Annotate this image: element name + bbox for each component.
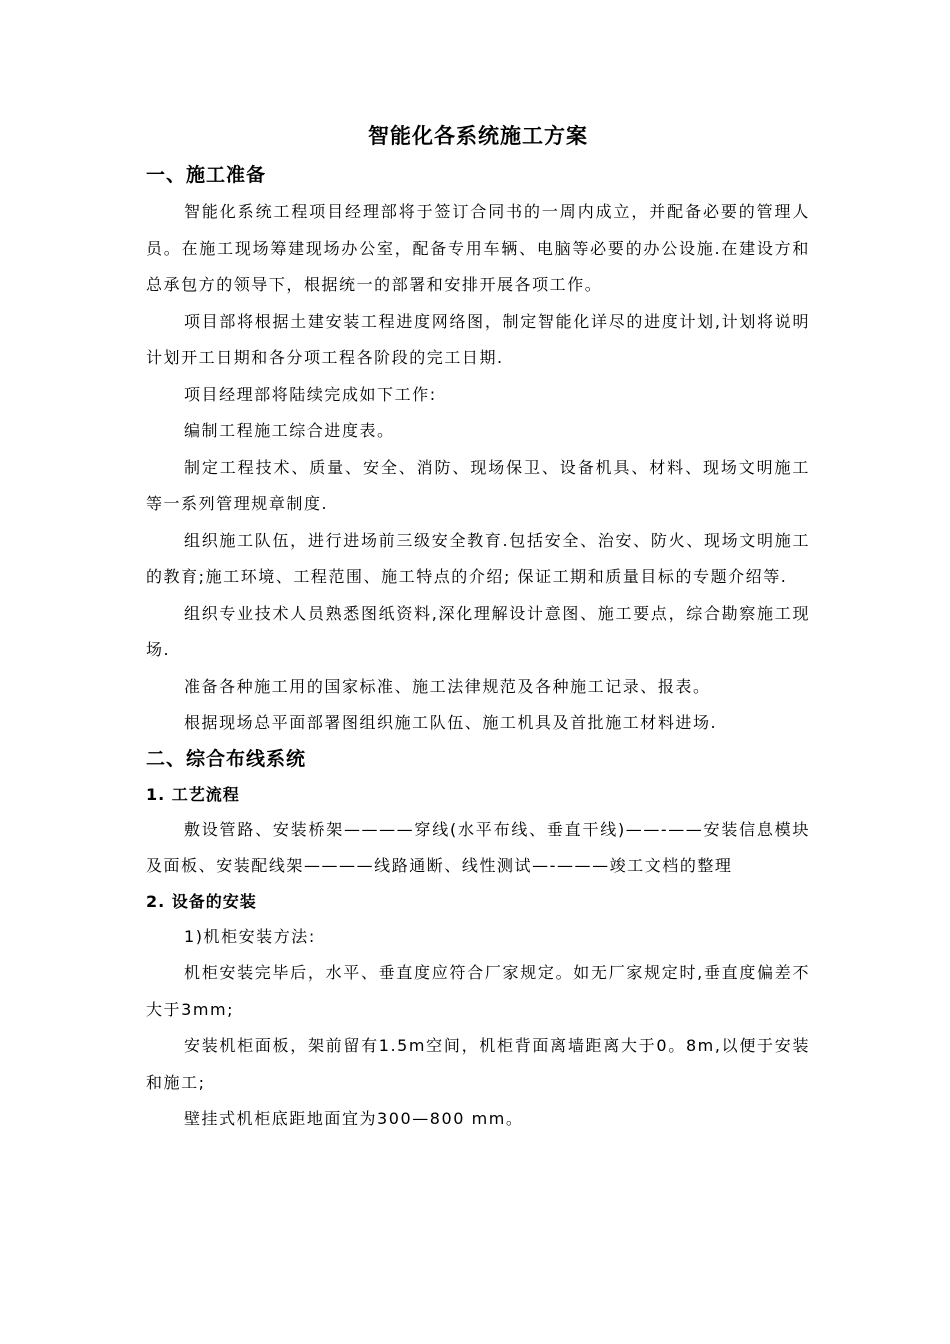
paragraph: 准备各种施工用的国家标准、施工法律规范及各种施工记录、报表。	[184, 676, 711, 696]
paragraph: 机柜安装完毕后，水平、垂直度应符合厂家规定。如无厂家规定时,垂直度偏差不大于3mm;	[146, 963, 810, 1019]
paragraph: 根据现场总平面部署图组织施工队伍、施工机具及首批施工材料进场.	[184, 713, 718, 732]
document-title: 智能化各系统施工方案	[368, 124, 588, 148]
paragraph: 组织施工队伍，进行进场前三级安全教育.包括安全、治安、防火、现场文明施工的教育;施工环境、工程范围、施工特点的介绍; 保证工期和质量目标的专题介绍等.	[146, 530, 810, 586]
section-cabling-system	[146, 742, 810, 1138]
paragraph: 1)机柜安装方法:	[184, 926, 316, 946]
paragraph: 制定工程技术、质量、安全、消防、现场保卫、设备机具、材料、现场文明施工等一系列管理规章制度.	[146, 457, 810, 513]
paragraph: 安装机柜面板，架前留有1.5m空间，机柜背面离墙距离大于0。8m,以便于安装和施工;	[146, 1036, 810, 1092]
paragraph: 敷设管路、安装桥架————穿线(水平布线、垂直干线)——-——安装信息模块及面板、安装配线架————线路通断、线性测试—-———竣工文档的整理	[146, 819, 810, 875]
subsection-heading: 1. 工艺流程	[146, 784, 240, 804]
section-heading: 二、综合布线系统	[146, 747, 307, 770]
paragraph: 壁挂式机柜底距地面宜为300—800 mm。	[184, 1109, 524, 1128]
paragraph: 项目经理部将陆续完成如下工作:	[184, 384, 437, 404]
paragraph: 项目部将根据土建安装工程进度网络图，制定智能化详尽的进度计划,计划将说明计划开工日期和各分项工程各阶段的完工日期.	[146, 311, 810, 367]
paragraph: 编制工程施工综合进度表。	[184, 421, 395, 440]
section-construction-preparation	[146, 158, 810, 742]
paragraph: 组织专业技术人员熟悉图纸资料,深化理解设计意图、施工要点，综合勘察施工现场.	[146, 603, 810, 659]
subsection-heading: 2. 设备的安装	[146, 891, 257, 911]
document-page	[146, 118, 810, 1138]
section-heading: 一、施工准备	[146, 164, 267, 186]
paragraph: 智能化系统工程项目经理部将于签订合同书的一周内成立，并配备必要的管理人员。在施工现场筹建现场办公室，配备专用车辆、电脑等必要的办公设施.在建设方和总承包方的领导下，根据统一的部署和安排开展各项工作。	[146, 202, 810, 294]
